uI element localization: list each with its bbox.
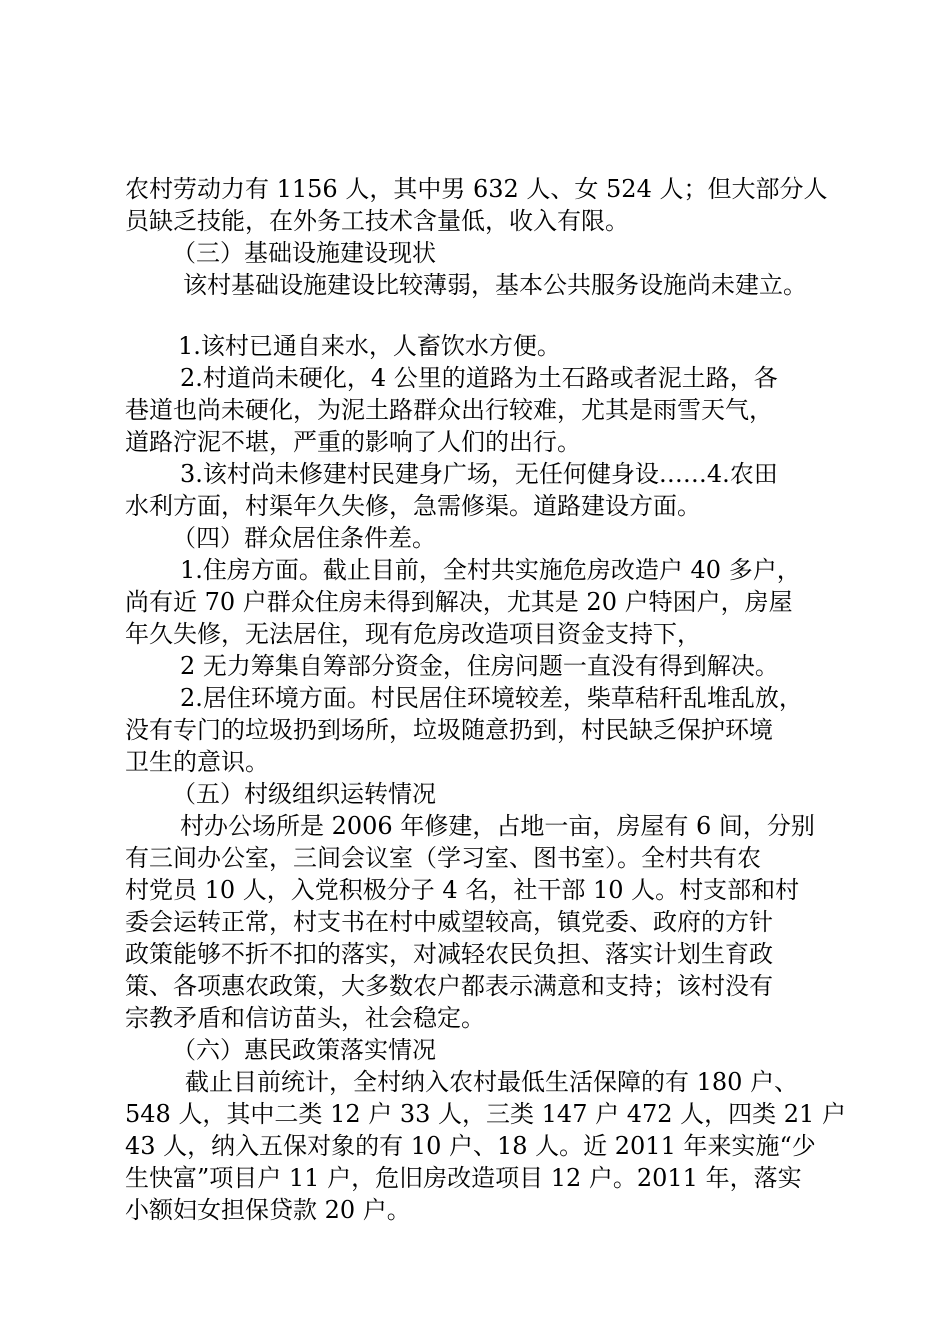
body-line-23: 委会运转正常，村支书在村中威望较高，镇党委、政府的方针 xyxy=(125,908,773,936)
body-line-31: 生快富”项目户 11 户，危旧房改造项目 12 户。2011 年，落实 xyxy=(125,1164,802,1192)
body-line-4: 该村基础设施建设比较薄弱，基本公共服务设施尚未建立。 xyxy=(183,271,807,299)
section-heading-4: （四）群众居住条件差。 xyxy=(172,524,436,552)
body-line-30: 43 人，纳入五保对象的有 10 户、18 人。近 2011 年来实施“少 xyxy=(125,1132,816,1160)
body-line-18: 卫生的意识。 xyxy=(125,748,269,776)
body-line-28: 截止目前统计，全村纳入农村最低生活保障的有 180 户、 xyxy=(185,1068,799,1096)
body-line-24: 政策能够不折不扣的落实，对减轻农民负担、落实计划生育政 xyxy=(125,940,773,968)
section-heading-5: （五）村级组织运转情况 xyxy=(172,780,436,808)
body-line-29: 548 人，其中二类 12 户 33 人，三类 147 户 472 人，四类 21 户 xyxy=(125,1100,846,1128)
body-line-1: 农村劳动力有 1156 人，其中男 632 人、女 524 人；但大部分人 xyxy=(125,175,828,203)
body-line-32: 小额妇女担保贷款 20 户。 xyxy=(125,1196,411,1224)
body-line-8: 道路泞泥不堪，严重的影响了人们的出行。 xyxy=(125,428,581,456)
body-line-2: 员缺乏技能，在外务工技术含量低，收入有限。 xyxy=(125,207,629,235)
body-line-7: 巷道也尚未硬化，为泥土路群众出行较难，尤其是雨雪天气， xyxy=(125,396,773,424)
body-line-10: 水利方面，村渠年久失修，急需修渠。道路建设方面。 xyxy=(125,492,701,520)
section-heading-6: （六）惠民政策落实情况 xyxy=(172,1036,436,1064)
list-item-housing: 1.住房方面。截止目前，全村共实施危房改造户 40 多户， xyxy=(180,556,801,584)
section-heading-3: （三）基础设施建设现状 xyxy=(172,239,436,267)
list-item-2: 2.村道尚未硬化，4 公里的道路为土石路或者泥土路，各 xyxy=(180,364,778,392)
body-line-21: 有三间办公室，三间会议室（学习室、图书室）。全村共有农 xyxy=(125,844,761,872)
list-item-environment: 2.居住环境方面。村民居住环境较差，柴草秸秆乱堆乱放， xyxy=(180,684,803,712)
body-line-13: 尚有近 70 户群众住房未得到解决，尤其是 20 户特困户，房屋 xyxy=(125,588,793,616)
list-item-1: 1.该村已通自来水，人畜饮水方便。 xyxy=(178,332,561,360)
body-line-20: 村办公场所是 2006 年修建，占地一亩，房屋有 6 间，分别 xyxy=(180,812,815,840)
body-line-15: 2 无力筹集自筹部分资金，住房问题一直没有得到解决。 xyxy=(180,652,779,680)
body-line-22: 村党员 10 人，入党积极分子 4 名，社干部 10 人。村支部和村 xyxy=(125,876,800,904)
list-item-3: 3.该村尚未修建村民建身广场，无任何健身设……4.农田 xyxy=(180,460,778,488)
body-line-26: 宗教矛盾和信访苗头，社会稳定。 xyxy=(125,1004,485,1032)
body-line-14: 年久失修，无法居住，现有危房改造项目资金支持下， xyxy=(125,620,701,648)
body-line-25: 策、各项惠农政策，大多数农户都表示满意和支持；该村没有 xyxy=(125,972,773,1000)
body-line-17: 没有专门的垃圾扔到场所，垃圾随意扔到，村民缺乏保护环境 xyxy=(125,716,773,744)
